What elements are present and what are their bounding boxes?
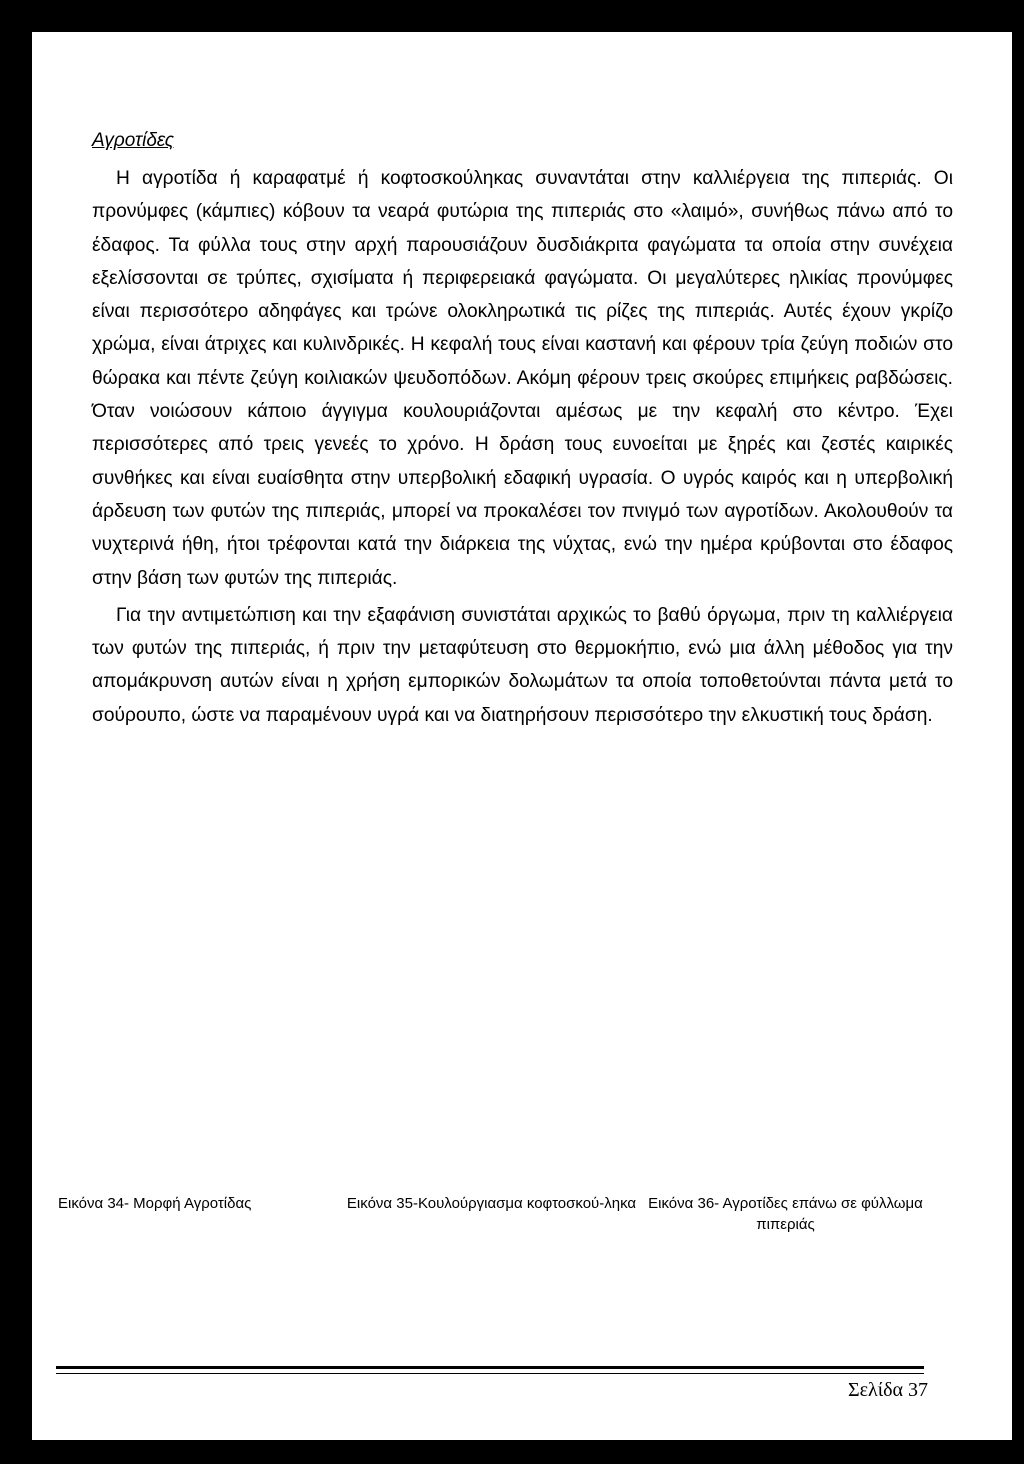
- paragraph-description: Η αγροτίδα ή καραφατμέ ή κοφτοσκούληκας συναντάται στην καλλιέργεια της πιπεριάς. Οι προνύμφες (κάμπιες) κόβουν τα νεαρά φυτώρια της πιπεριάς στο «λαιμό», συνήθως πάνω από το έδαφος. Τα φύλλα τους στην αρχή παρουσιάζουν δυσδιάκριτα φαγώματα τα οποία στην συνέχεια εξελίσσονται σε τρύπες, σχισίματα ή περιφερειακά φαγώματα. Οι μεγαλύτερες ηλικίας προνύμφες είναι περισσότερο αδηφάγες και τρώνε ολοκληρωτικά τις ρίζες της πιπεριάς. Αυτές έχουν γκρίζο χρώμα, είναι άτριχες και κυλινδρικές. Η κεφαλή τους είναι καστανή και φέρουν τρία ζεύγη ποδιών στο θώρακα και πέντε ζεύγη κοιλιακών ψευδοπόδων. Ακόμη φέρουν τρεις σκούρες επιμήκεις ραβδώσεις. Όταν νοιώσουν κάποιο άγγιγμα κουλουριάζονται αμέσως με την κεφαλή στο κέντρο. Έχει περισσότερες από τρεις γενεές το χρόνο. Η δράση τους ευνοείται με ξηρές και ζεστές καιρικές συνθήκες και είναι ευαίσθητα στην υπερβολική εδαφική υγρασία. Ο υγρός καιρός και η υπερβολική άρδευση των φυτών της πιπεριάς, μπορεί να προκαλέσει τον πνιγμό των αγροτίδων. Ακολουθούν τα νυχτερινά ήθη, ήτοι τρέφονται κατά την διάρκεια της νύχτας, ενώ την ημέρα κρύβονται στο έδαφος στην βάση των φυτών της πιπεριάς.: [92, 168, 953, 589]
- section-heading: Αγροτίδες: [92, 130, 174, 151]
- paragraph-control: Για την αντιμετώπιση και την εξαφάνιση συνιστάται αρχικώς το βαθύ όργωμα, πριν τη καλλιέργεια των φυτών της πιπεριάς, ή πριν την μεταφύτευση στο θερμοκήπιο, ενώ μια άλλη μέθοδος για την απομάκρυνση αυτών είναι η χρήση εμπορικών δολωμάτων τα οποία τοποθετούνται πάντα μετά το σούρουπο, ώστε να παραμένουν υγρά και να διατηρήσουν περισσότερο την ελκυστική τους δράση.: [92, 604, 953, 726]
- page-content: [92, 128, 953, 732]
- figure-caption-35: Εικόνα 35-Κουλούργιασμα κοφτοσκού-ληκα: [346, 1195, 637, 1212]
- footer-rule: [56, 1366, 924, 1369]
- figure-caption-36: Εικόνα 36- Αγροτίδες επάνω σε φύλλωμα πιπεριάς: [648, 1195, 923, 1233]
- figure-captions: [55, 1193, 925, 1235]
- page-number: Σελίδα 37: [847, 1379, 928, 1401]
- figure-caption-34: Εικόνα 34- Μορφή Αγροτίδας: [58, 1195, 252, 1212]
- footer-rule-thin: [56, 1373, 924, 1374]
